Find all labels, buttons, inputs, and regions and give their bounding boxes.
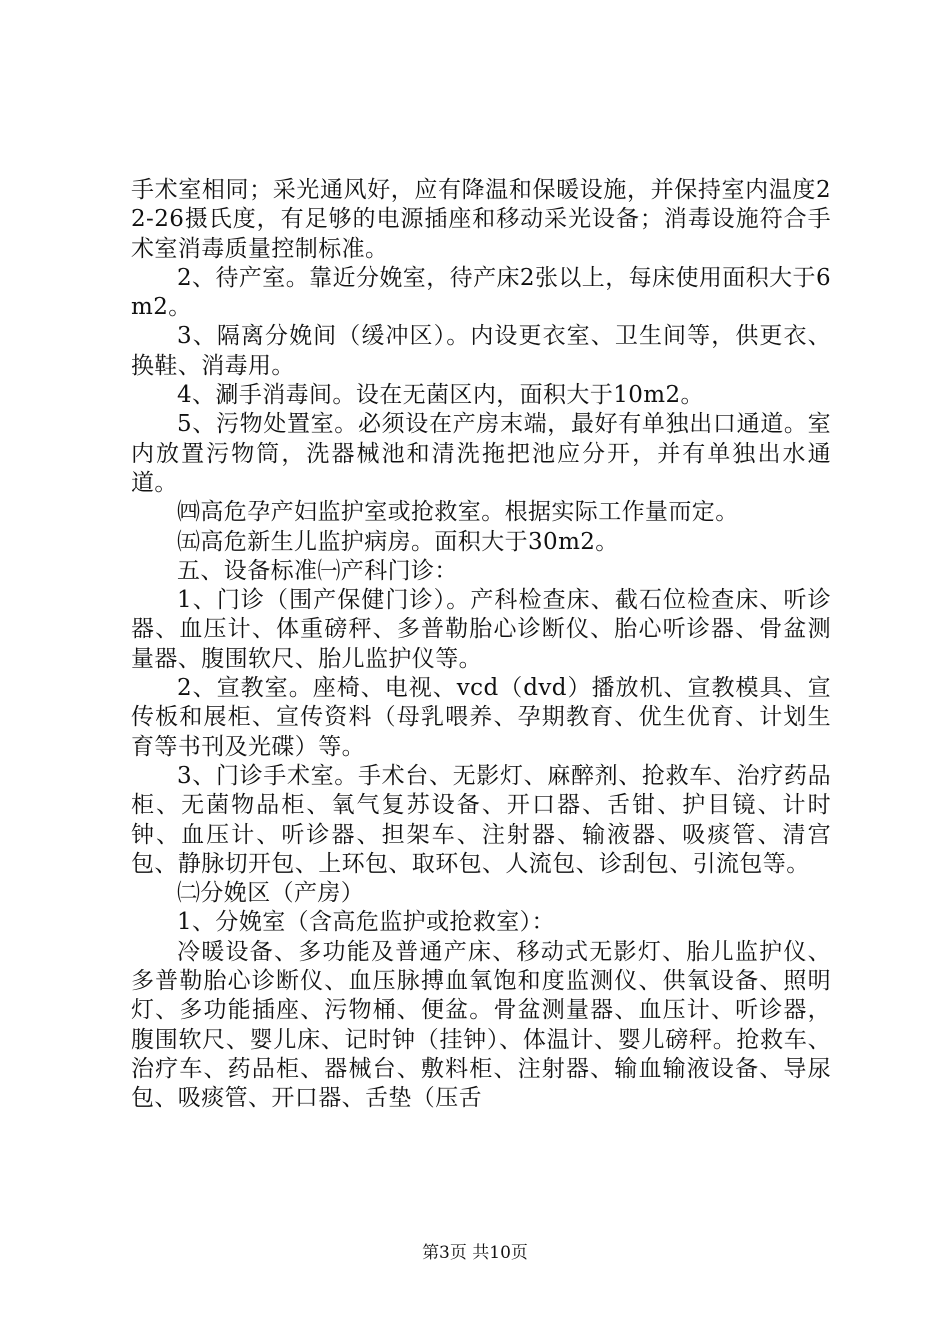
- paragraph: 1、分娩室（含高危监护或抢救室）：: [177, 909, 555, 936]
- paragraph: 3、门诊手术室。手术台、无影灯、麻醉剂、抢救车、治疗药品柜、无菌物品柜、氧气复苏设备、开口器、舌钳、护目镜、计时钟、血压计、听诊器、担架车、注射器、输液器、吸痰管、清宫包、静脉切开包、上环包、取环包、人流包、诊刮包、引流包等。: [131, 762, 831, 877]
- subsection-heading: ㈡分娩区（产房）: [177, 880, 365, 907]
- paragraph: 手术室相同；采光通风好，应有降温和保暖设施，并保持室内温度22-26摄氏度，有足够的电源插座和移动采光设备；消毒设施符合手术室消毒质量控制标准。: [131, 177, 831, 262]
- document-body: [131, 176, 831, 1114]
- paragraph: ㈣高危孕产妇监护室或抢救室。根据实际工作量而定。: [177, 499, 739, 526]
- paragraph: 2、待产室。靠近分娩室，待产床2张以上，每床使用面积大于6m2。: [131, 264, 831, 321]
- paragraph: 4、涮手消毒间。设在无菌区内，面积大于10m2。: [177, 382, 704, 409]
- paragraph: ㈤高危新生儿监护病房。面积大于30m2。: [177, 528, 619, 555]
- paragraph: 5、污物处置室。必须设在产房末端，最好有单独出口通道。室内放置污物筒，洗器械池和清洗拖把池应分开，并有单独出水通道。: [131, 411, 831, 496]
- section-heading: 五、设备标准㈠产科门诊：: [177, 557, 458, 584]
- paragraph: 3、隔离分娩间（缓冲区）。内设更衣室、卫生间等，供更衣、换鞋、消毒用。: [131, 323, 831, 379]
- paragraph: 1、门诊（围产保健门诊）。产科检查床、截石位检查床、听诊器、血压计、体重磅秤、多普勒胎心诊断仪、胎心听诊器、骨盆测量器、腹围软尺、胎儿监护仪等。: [131, 587, 831, 672]
- paragraph: 2、宣教室。座椅、电视、vcd（dvd）播放机、宣教模具、宣传板和展柜、宣传资料（母乳喂养、孕期教育、优生优育、计划生育等书刊及光碟）等。: [131, 675, 831, 760]
- page-number-footer: 第3页 共10页: [422, 1243, 528, 1263]
- paragraph: 冷暖设备、多功能及普通产床、移动式无影灯、胎儿监护仪、多普勒胎心诊断仪、血压脉搏血氧饱和度监测仪、供氧设备、照明灯、多功能插座、污物桶、便盆。骨盆测量器、血压计、听诊器，腹围软尺、婴儿床、记时钟（挂钟）、体温计、婴儿磅秤。抢救车、治疗车、药品柜、器械台、敷料柜、注射器、输血输液设备、导尿包、吸痰管、开口器、舌垫（压舌: [131, 938, 831, 1112]
